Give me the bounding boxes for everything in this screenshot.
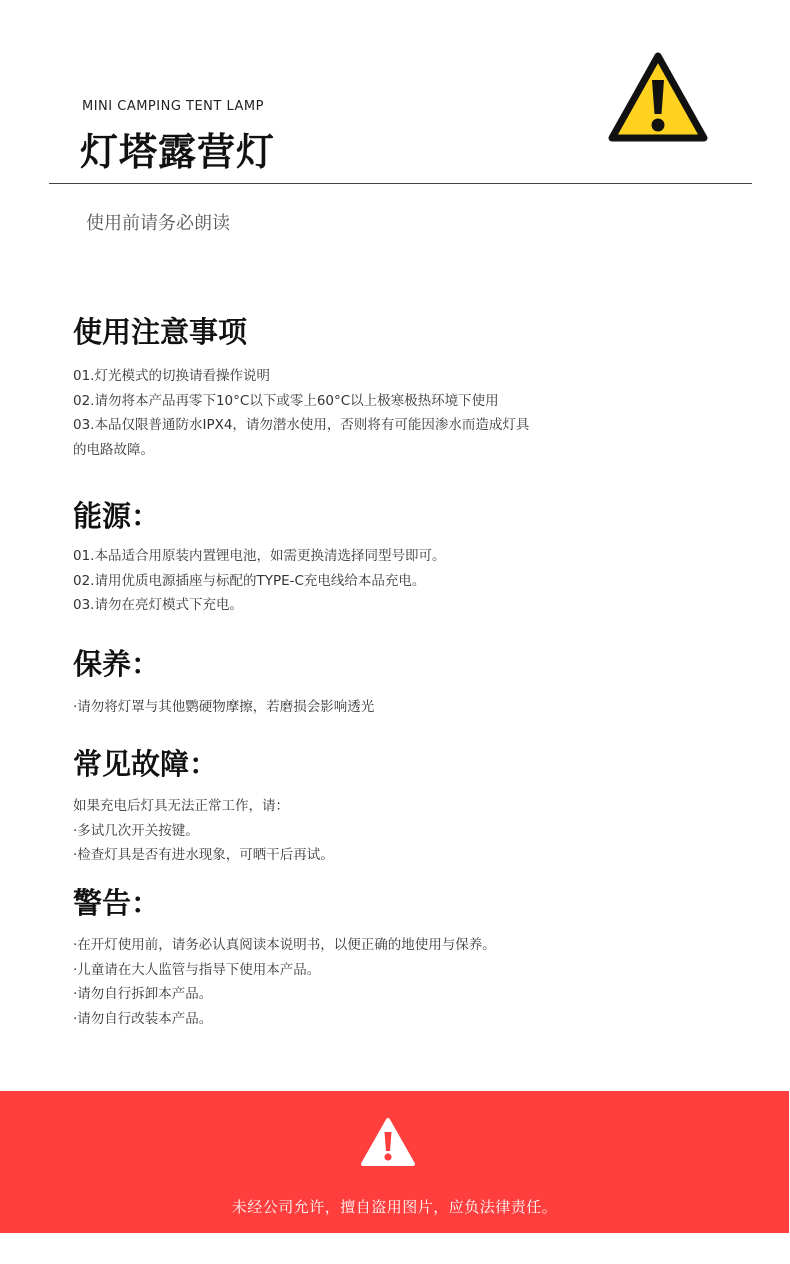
list-item: 03.本品仅限普通防水IPX4，请勿潜水使用，否则将有可能因渗水而造成灯具 [73, 417, 530, 433]
copyright-notice: 未经公司允许，擅自盗用图片，应负法律责任。 [231, 1198, 558, 1216]
warning-triangle-icon [606, 50, 710, 146]
list-item: ·多试几次开关按键。 [73, 822, 199, 839]
list-item: 02.请用优质电源插座与标配的TYPE-C充电线给本品充电。 [73, 572, 426, 589]
list-item: 如果充电后灯具无法正常工作，请： [73, 798, 289, 814]
list-item: 01.灯光模式的切换请看操作说明 [73, 368, 270, 384]
section-heading: 使用注意事项 [73, 315, 248, 349]
page-subtitle: 使用前请务必朗读 [86, 213, 230, 234]
product-english-name: MINI CAMPING TENT LAMP [82, 99, 264, 114]
list-item: 01.本品适合用原装内置锂电池，如需更换清选择同型号即可。 [73, 548, 446, 564]
section-heading: 能源： [73, 499, 161, 533]
section-heading: 常见故障： [73, 747, 219, 781]
list-item: 02.请勿将本产品再零下10°C以下或零上60°C以上极寒极热环境下使用 [73, 392, 499, 409]
section-usage-notes [73, 315, 713, 462]
list-item: ·检查灯具是否有进水现象，可晒干后再试。 [73, 847, 334, 863]
section-heading: 警告： [73, 886, 161, 920]
section-warning [73, 886, 713, 1031]
list-item: 03.请勿在亮灯模式下充电。 [73, 597, 243, 613]
section-maintenance [73, 647, 713, 720]
list-item: ·儿童请在大人监管与指导下使用本产品。 [73, 961, 321, 978]
list-item: ·请勿自行改装本产品。 [73, 1010, 213, 1027]
header-divider [49, 183, 752, 184]
section-troubleshooting [73, 747, 713, 868]
list-item: ·请勿自行拆卸本产品。 [73, 986, 213, 1002]
section-heading: 保养： [73, 647, 161, 681]
page-title: 灯塔露营灯 [80, 130, 276, 174]
list-item: ·请勿将灯罩与其他鹦硬物摩擦，若磨损会影响透光 [73, 699, 375, 715]
section-power [73, 499, 713, 618]
warning-triangle-icon [360, 1117, 416, 1169]
list-item: 的电路故障。 [73, 441, 154, 458]
list-item: ·在开灯使用前，请务必认真阅读本说明书，以便正确的地使用与保养。 [73, 937, 496, 953]
